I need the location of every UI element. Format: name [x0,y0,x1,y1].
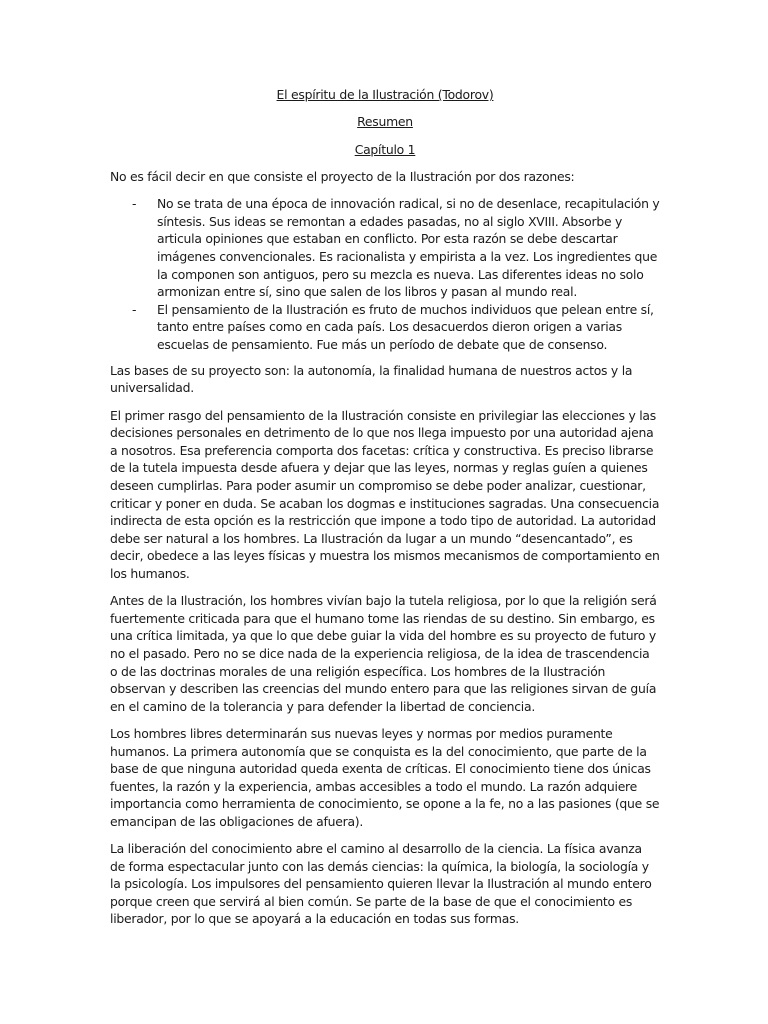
body-paragraph: La liberación del conocimiento abre el camino al desarrollo de la ciencia. La física avanza de forma espectacular junto con las demás ciencias: la química, la biología, la sociología y la psicología. Los impulsores del pensamiento quieren llevar la Ilustración al mundo entero porque creen que servirá al bien común. Se parte de la base de que el conocimiento es liberador, por lo que se apoyará a la educación en todas sus formas. [110,841,652,927]
list-item [110,301,660,354]
dash-bullet: - [132,301,137,317]
document-title: El espíritu de la Ilustración (Todorov) [276,87,494,102]
reasons-list [110,195,660,353]
body-paragraph: Antes de la Ilustración, los hombres vivían bajo la tutela religiosa, por lo que la religión será fuertemente criticada para que el humano tome las riendas de su destino. Sin embargo, es una crítica limitada, ya que lo que debe guiar la vida del hombre es su proyecto de futuro y no el pasado. Pero no se dice nada de la experiencia religiosa, de la idea de trascendencia o de las doctrinas morales de una religión específica. Los hombres de la Ilustración observan y describen las creencias del mundo entero para que las religiones sirvan de guía en el camino de la tolerancia y para defender la libertad de conciencia. [110,593,657,714]
chapter-heading: Capítulo 1 [354,141,416,157]
body-paragraph: Los hombres libres determinarán sus nuevas leyes y normas por medios puramente humanos. La primera autonomía que se conquista es la del conocimiento, que parte de la base de que ninguna autoridad queda exenta de críticas. El conocimiento tiene dos únicas fuentes, la razón y la experiencia, ambas accesibles a todo el mundo. La razón adquiere importancia como herramienta de conocimiento, se opone a la fe, no a las pasiones (que se emancipan de las obligaciones de afuera). [110,725,660,829]
list-item-text: No se trata de una época de innovación radical, si no de desenlace, recapitulación y síntesis. Sus ideas se remontan a edades pasadas, no al siglo XVIII. Absorbe y articula opiniones que estaban en conflicto. Por esta razón se debe descartar imágenes convencionales. Es racionalista y empirista a la vez. Los ingredientes que la componen son antiguos, pero su mezcla es nueva. Las diferentes ideas no solo armonizan entre sí, sino que salen de los libros y pasan al mundo real. [157,196,660,300]
intro-paragraph: No es fácil decir en que consiste el proyecto de la Ilustración por dos razones: [110,168,575,184]
document-subtitle: Resumen [357,114,413,130]
body-paragraph: Las bases de su proyecto son: la autonomía, la finalidad humana de nuestros actos y la universalidad. [110,362,633,396]
list-item-text: El pensamiento de la Ilustración es fruto de muchos individuos que pelean entre sí, tanto entre países como en cada país. Los desacuerdos dieron origen a varias escuelas de pensamiento. Fue más un período de debate que de consenso. [157,301,654,352]
list-item [110,195,660,301]
document-body [110,86,660,938]
dash-bullet: - [132,196,137,212]
body-paragraph: El primer rasgo del pensamiento de la Ilustración consiste en privilegiar las elecciones y las decisiones personales en detrimento de lo que nos llega impuesto por una autoridad ajena a nosotros. Esa preferencia comporta dos facetas: crítica y constructiva. Es preciso librarse de la tutela impuesta desde afuera y dejar que las leyes, normas y reglas guíen a quienes deseen cumplirlas. Para poder asumir un compromiso se debe poder analizar, cuestionar, criticar y poner en duda. Se acaban los dogmas e instituciones sagradas. Una consecuencia indirecta de esta opción es la restricción que impone a todo tipo de autoridad. La autoridad debe ser natural a los hombres. La Ilustración da lugar a un mundo “desencantado”, es decir, obedece a las leyes físicas y muestra los mismos mecanismos de comportamiento en los humanos. [110,407,660,582]
